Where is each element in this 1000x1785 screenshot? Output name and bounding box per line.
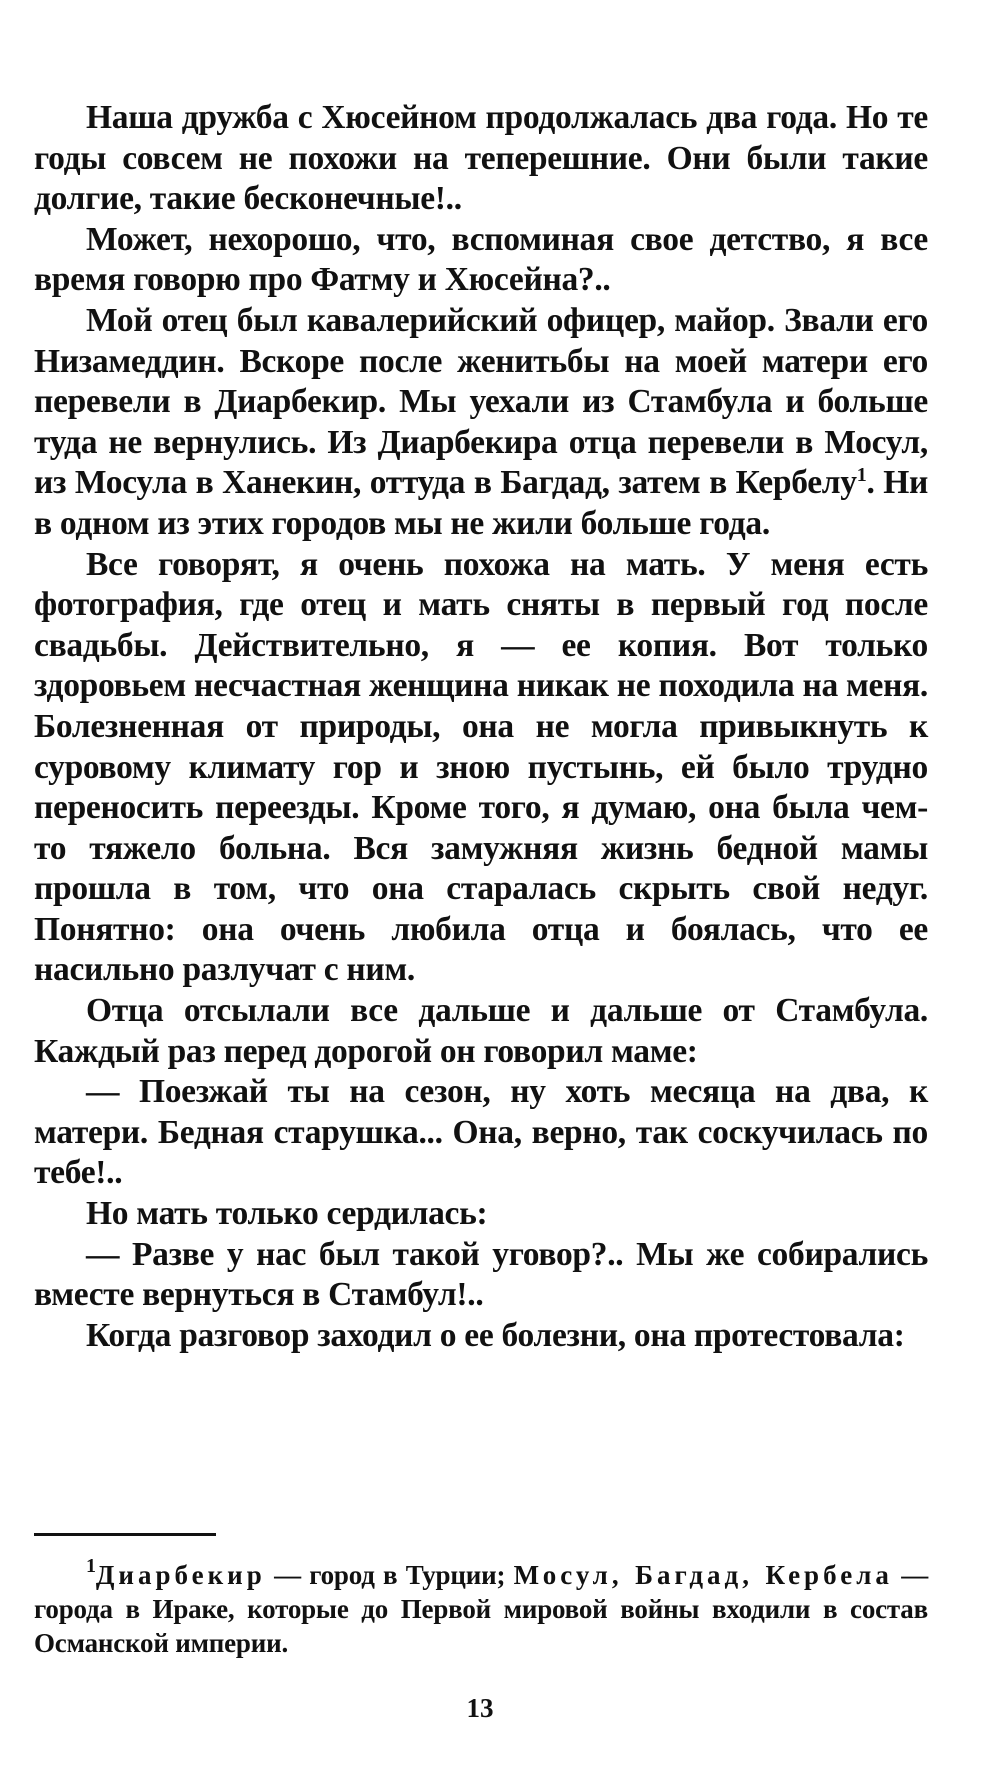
body-text xyxy=(34,98,928,1356)
footnote-term: Диарбекир xyxy=(95,1560,266,1590)
paragraph: Наша дружба с Хюсейном продолжалась два года. Но те годы совсем не похожи на теперешние. Они были такие долгие, такие бесконечные!.. xyxy=(34,99,928,218)
dialogue-line: — Поезжай ты на сезон, ну хоть месяца на два, к матери. Бедная старушка... Она, верно, так соскучилась по тебе!.. xyxy=(34,1073,928,1192)
paragraph: Отца отсылали все дальше и дальше от Стамбула. Каждый раз перед дорогой он говорил маме: xyxy=(34,992,928,1070)
paragraph-text: Мой отец был кавалерийский офицер, майор. Звали его Низамеддин. Вскоре после женитьбы на моей матери его перевели в Диарбекир. Мы уехали из Стамбула и больше туда не вернулись. Из Диарбекира отца перевели в Мосул, из Мосула в Ханекин, оттуда в Багдад, затем в Кербелу xyxy=(34,301,928,502)
paragraph: Все говорят, я очень похожа на мать. У меня есть фотография, где отец и мать сняты в первый год после свадьбы. Действительно, я — ее копия. Вот только здоровьем несчастная женщина никак не походила на меня. Болезненная от природы, она не могла привыкнуть к суровому климату гор и зною пустынь, ей было трудно переносить переезды. Кроме того, я думаю, она была чем-то тяжело больна. Вся замужняя жизнь бедной мамы прошла в том, что она старалась скрыть свой недуг. Понятно: она очень любила отца и боялась, что ее насильно разлучат с ним. xyxy=(34,545,928,989)
footnote-term: Мосул, Багдад, Кербела xyxy=(513,1560,893,1590)
paragraph: Может, нехорошо, что, вспоминая свое детство, я все время говорю про Фатму и Хюсейна?.. xyxy=(34,220,928,299)
footnote-divider xyxy=(34,1533,216,1536)
footnote-marker: 1 xyxy=(86,1555,96,1577)
paragraph: Когда разговор заходил о ее болезни, она протестовала: xyxy=(86,1316,905,1354)
footnote xyxy=(34,1555,928,1660)
paragraph-text: . Ни в одном из этих городов мы не жили больше года. xyxy=(34,464,928,542)
footnote-reference: 1 xyxy=(856,464,867,487)
dialogue-line: — Разве у нас был такой уговор?.. Мы же собирались вместе вернуться в Стамбул!.. xyxy=(34,1235,928,1314)
paragraph: Но мать только сердилась: xyxy=(86,1195,488,1233)
paragraph-with-footnote xyxy=(34,301,928,545)
footnote-text: — город в Турции; xyxy=(265,1560,514,1590)
footnote-text: — города в Ираке, которые до Первой мировой войны входили в состав Османской империи. xyxy=(34,1560,928,1658)
page-number: 13 xyxy=(466,1693,494,1723)
